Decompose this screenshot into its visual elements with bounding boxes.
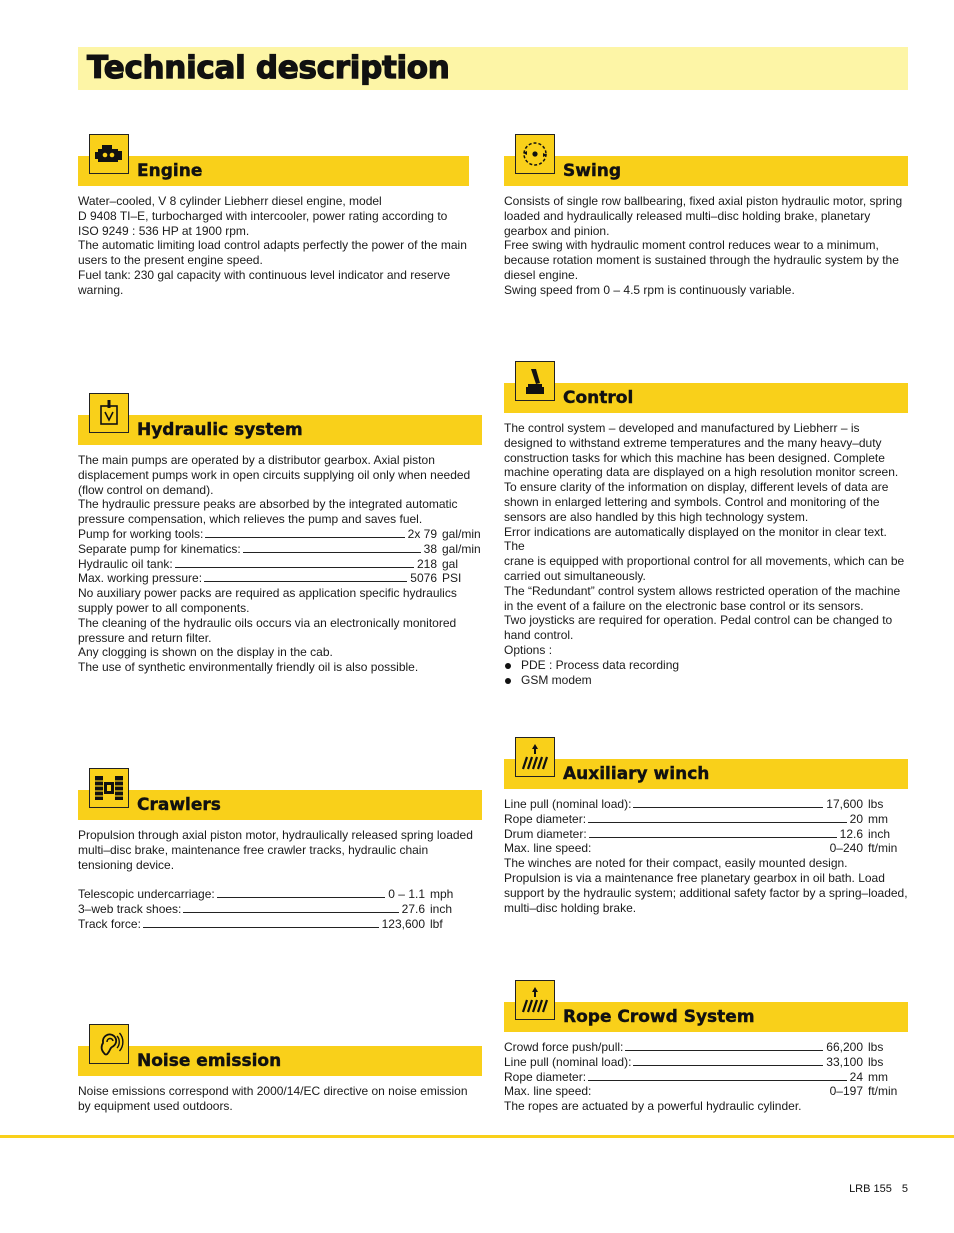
spec-unit: inch [430,901,453,916]
spec-unit: mph [430,887,454,902]
page-footer [839,1183,908,1195]
spec-unit: gal/min [442,526,481,541]
spec-unit: PSI [442,571,462,586]
text-line: supply power to all components. [78,600,250,615]
text-line: ISO 9249 : 536 HP at 1900 rpm. [78,223,250,238]
spec-label: Separate pump for kinematics: [78,541,241,556]
bottom-rule [0,1135,954,1138]
spec-label: Max. working pressure: [78,571,203,586]
spec-value: 38 [423,541,437,556]
spec-label: Max. line speed: [504,841,592,856]
text-line: No auxiliary power packs are required as application specific hydraulics [78,586,457,601]
spec-label: Track force: [78,916,141,931]
spec-row [78,917,470,932]
section-hydraulic [78,393,482,675]
section-header [78,134,469,186]
leader-line [625,1050,823,1051]
spec-value: 0 – 1.1 [388,887,425,902]
section-title: Control [563,388,634,408]
spec-value: 123,600 [381,916,425,931]
spec-row [504,827,908,842]
winch-icon [515,737,555,777]
text-line: by equipment used outdoors. [78,1098,233,1113]
spec-row [504,1040,908,1055]
spec-value: 0–197 [829,1084,863,1099]
leader-line [243,552,421,553]
text-line: loaded and hydraulically released multi–disc holding brake, planetary [504,208,871,223]
spec-value: 17,600 [826,797,863,811]
text-line: shown in enlarged lettering and symbols. Control and monitoring of the [504,494,880,509]
spec-value: 27.6 [401,901,425,916]
text-line: The hydraulic pressure peaks are absorbed by the integrated automatic [78,497,458,512]
text-line: diesel engine. [504,267,579,282]
text-line: The control system – developed and manufactured by Liebherr – is [504,421,860,435]
section-body [504,421,908,687]
text-line: Propulsion is via a maintenance free planetary gearbox in oil bath. Load [504,870,885,885]
spec-label: Drum diameter: [504,826,587,841]
text-line: machine operating data are displayed on a high resolution monitor screen. [504,465,899,480]
text-line: sensors are also handled by this high technology system. [504,509,809,524]
section-crawlers [78,768,482,932]
text-line: D 9408 TI–E, turbocharged with intercooler, power rating according to [78,208,448,223]
spec-value: 0–240 [829,841,863,856]
spacer [78,872,482,887]
section-title: Auxiliary winch [563,764,710,784]
spec-row [78,557,482,572]
text-line: The ropes are actuated by a powerful hydraulic cylinder. [504,1099,802,1114]
text-line: Two joysticks are required for operation. Pedal control can be changed to [504,613,893,628]
spec-unit: mm [868,811,888,826]
spec-row [504,797,908,812]
text-line: users to the present engine speed. [78,253,263,268]
text-line: multi–disc holding brake. [504,900,637,915]
section-header [504,737,908,789]
text-line: crane is equipped with proportional control for all movements, which can be [504,554,905,569]
spec-row [504,1055,908,1070]
text-line: Options : [504,642,553,657]
spec-row [504,812,908,827]
spec-label: Line pull (nominal load): [504,1054,632,1069]
section-engine [78,134,469,298]
hydraulic-icon [89,393,129,433]
text-line: To ensure clarity of the information on display, different levels of data are [504,480,889,495]
text-line: Swing speed from 0 – 4.5 rpm is continuously variable. [504,282,795,297]
section-body [78,1084,482,1114]
spec-value: 218 [416,556,437,571]
section-auxiliary-winch [504,737,908,915]
winch-icon [515,980,555,1020]
spec-row [78,527,482,542]
text-line: Error indications are automatically displayed on the monitor in clear text. The [504,524,887,554]
spec-unit: mm [868,1069,888,1084]
section-title: Swing [563,161,622,181]
section-noise-emission [78,1024,482,1114]
spec-row [504,841,908,856]
text-line: warning. [78,282,124,297]
spec-row [504,1070,908,1085]
leader-line [204,581,407,582]
text-line: pressure and return filter. [78,630,212,645]
leader-line [588,1080,847,1081]
page-title-bar [78,47,908,90]
page-title: Technical description [87,50,450,86]
text-line: Consists of single row ballbearing, fixed axial piston hydraulic motor, spring [504,194,903,208]
text-line: hand control. [504,628,574,643]
text-line: The winches are noted for their compact, easily mounted design. [504,856,848,871]
text-line: Free swing with hydraulic moment control reduces wear to a minimum, [504,238,879,253]
spec-label: Crowd force push/pull: [504,1040,624,1054]
text-line: The main pumps are operated by a distributor gearbox. Axial piston [78,453,435,467]
text-line: carried out simultaneously. [504,568,646,583]
text-line: Propulsion through axial piston motor, hydraulically released spring loaded [78,828,473,842]
section-title: Crawlers [137,795,221,815]
ear-icon [89,1024,129,1064]
page-number: 5 [901,1183,908,1195]
text-line: gearbox and pinion. [504,223,610,238]
section-title: Rope Crowd System [563,1007,755,1027]
section-header [504,980,908,1032]
leader-line [143,927,379,928]
text-line: The “Redundant” control system allows restricted operation of the machine [504,583,901,598]
section-body [78,453,482,675]
section-body [504,797,908,915]
leader-line [175,567,414,568]
text-line: Fuel tank: 230 gal capacity with continuous level indicator and reserve [78,267,451,282]
spec-value: 33,100 [826,1054,863,1069]
section-body [504,194,908,298]
spec-label: Max. line speed: [504,1084,592,1099]
section-header [504,134,908,186]
crawler-icon [89,768,129,808]
text-line: tensioning device. [78,857,175,872]
section-swing [504,134,908,298]
spec-label: Pump for working tools: [78,526,204,541]
text-line: pressure compensation, which relieves the pump and saves fuel. [78,512,423,527]
list-item: PDE : Process data recording [504,658,908,673]
text-line: Water–cooled, V 8 cylinder Liebherr diesel engine, model [78,194,382,208]
spec-row [78,887,470,902]
spec-label: Telescopic undercarriage: [78,887,215,902]
list-item: GSM modem [504,673,908,688]
section-header [504,361,908,413]
spec-unit: lbs [868,1040,884,1054]
leader-line [633,807,823,808]
text-line: The use of synthetic environmentally friendly oil is also possible. [78,660,419,675]
text-line: (flow control on demand). [78,482,214,497]
section-body [78,194,469,298]
leader-line [183,912,398,913]
spec-unit: lbf [430,916,443,931]
spec-row [78,542,482,557]
spec-value: 12.6 [839,826,863,841]
spec-label: Hydraulic oil tank: [78,556,173,571]
spec-label: Rope diameter: [504,811,587,826]
leader-line [588,822,847,823]
spec-row [78,902,470,917]
text-line: in the event of a failure on the electronic base control or its sensors. [504,598,864,613]
spec-value: 66,200 [826,1040,863,1054]
spec-unit: gal [442,556,459,571]
spec-label: Rope diameter: [504,1069,587,1084]
spec-unit: lbs [868,797,884,811]
spec-row [78,571,482,586]
text-line: because rotation moment is sustained through the hydraulic system by the [504,253,899,268]
section-body [78,828,482,932]
text-line: The automatic limiting load control adapts perfectly the power of the main [78,238,467,253]
text-line: multi–disc brake, maintenance free crawler tracks, hydraulic chain [78,842,429,857]
spec-value: 20 [849,811,863,826]
text-line: displacement pumps work in open circuits supplying oil only when needed [78,467,471,482]
model-name: LRB 155 [849,1183,892,1195]
leader-line [217,897,386,898]
section-header [78,768,482,820]
spec-label: Line pull (nominal load): [504,797,632,811]
text-line: construction tasks for which this machine has been designed. Complete [504,450,885,465]
swing-icon [515,134,555,174]
spec-value: 5076 [410,571,437,586]
section-title: Engine [137,161,203,181]
text-line: support by the hydraulic system; additional safety factor by a spring–loaded, [504,885,908,900]
text-line: The cleaning of the hydraulic oils occurs via an electronically monitored [78,615,457,630]
spec-unit: ft/min [868,1084,898,1099]
section-title: Hydraulic system [137,420,303,440]
spec-row [504,1084,908,1099]
options-list [504,658,908,688]
section-control [504,361,908,687]
engine-icon [89,134,129,174]
joystick-icon [515,361,555,401]
leader-line [633,1065,823,1066]
spec-unit: gal/min [442,541,481,556]
section-rope-crowd [504,980,908,1114]
spec-value: 24 [849,1069,863,1084]
text-line: Noise emissions correspond with 2000/14/EC directive on noise emission [78,1084,468,1098]
section-title: Noise emission [137,1051,282,1071]
leader-line [205,537,404,538]
spec-unit: inch [868,826,891,841]
spec-value: 2x 79 [407,526,437,541]
spec-unit: lbs [868,1054,884,1069]
section-header [78,393,482,445]
leader-line [589,837,837,838]
spec-unit: ft/min [868,841,898,856]
text-line: designed to withstand extreme temperatures and the many heavy–duty [504,435,882,450]
section-header [78,1024,482,1076]
text-line: Any clogging is shown on the display in the cab. [78,645,333,660]
spec-label: 3–web track shoes: [78,901,182,916]
section-body [504,1040,908,1114]
